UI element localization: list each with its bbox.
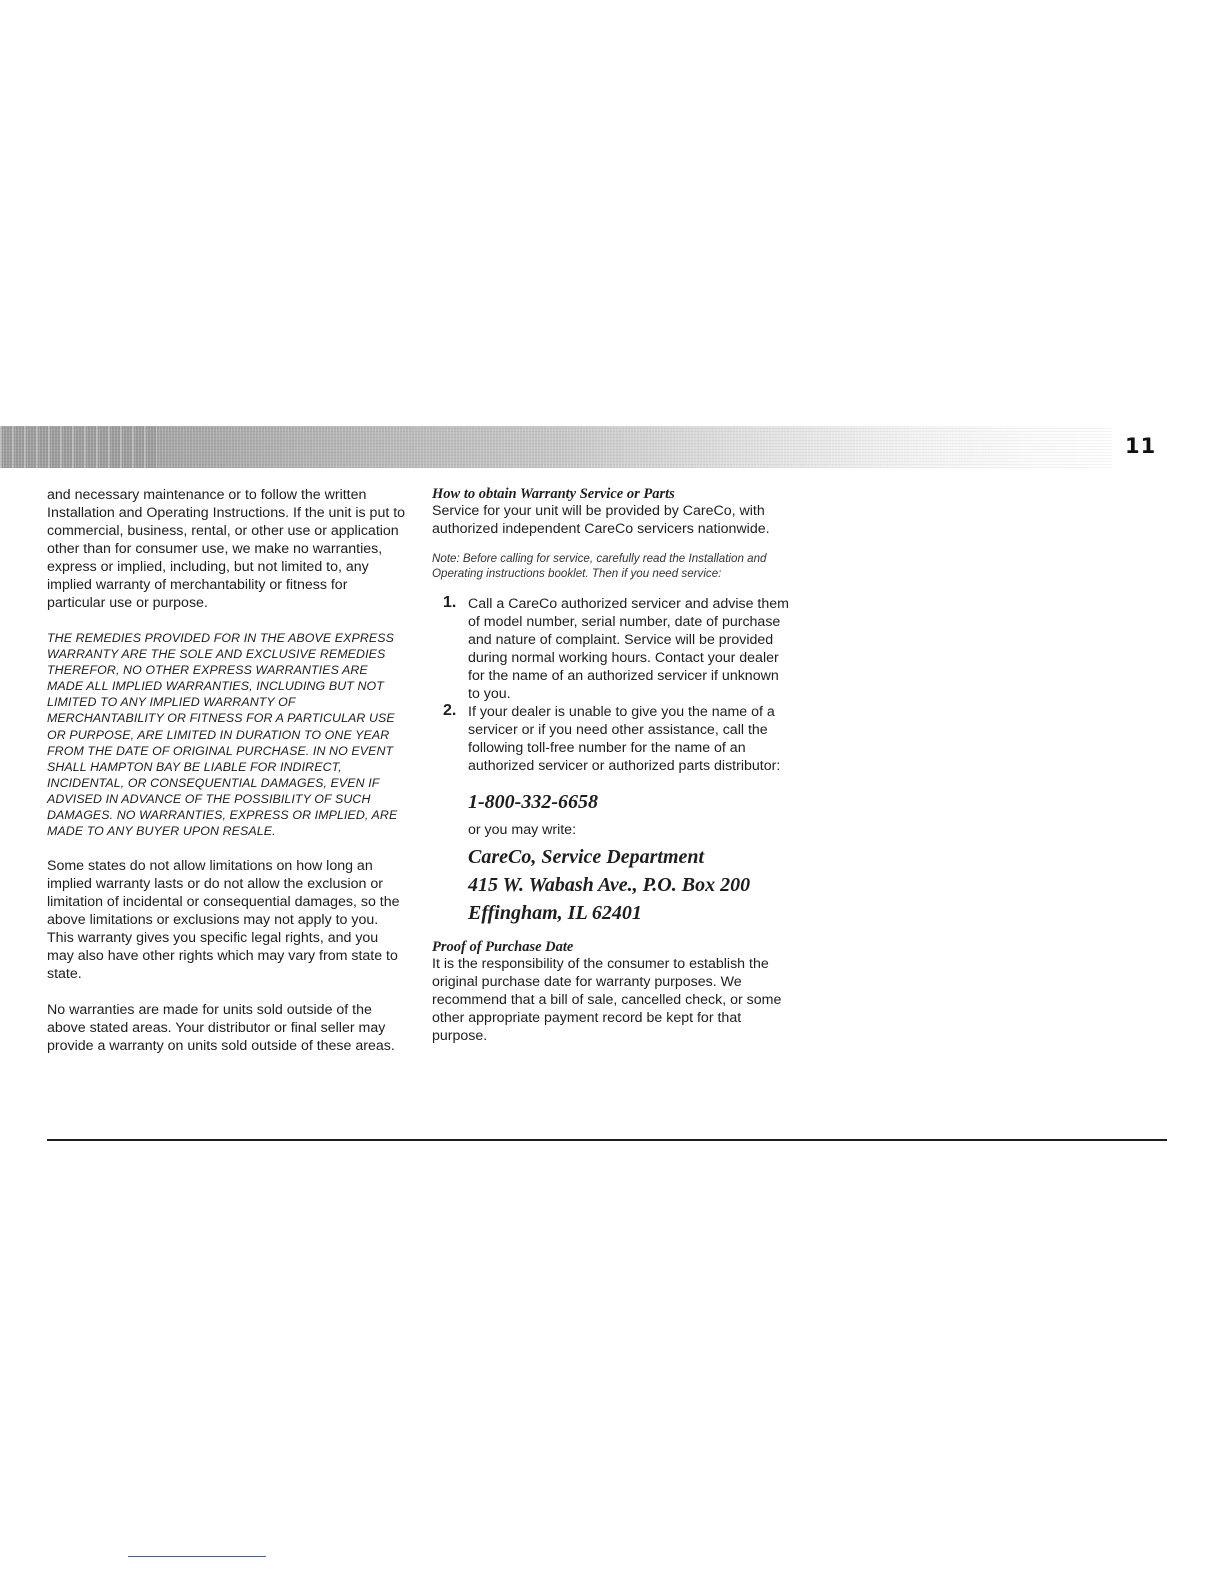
address-line-company: CareCo, Service Department: [468, 846, 705, 869]
mailing-address: [468, 843, 792, 927]
step-number: 2.: [443, 702, 457, 720]
service-note: Note: Before calling for service, carefully read the Installation and Operating instructions booklet. Then if you need service:: [432, 552, 767, 581]
toll-free-phone-number: 1-800-332-6658: [468, 791, 598, 814]
bottom-divider: [47, 1139, 1167, 1141]
header-band-texture: [0, 426, 1112, 468]
right-column: [432, 486, 792, 1045]
address-line-city: Effingham, IL 62401: [468, 902, 642, 925]
header-band: [0, 426, 1112, 468]
warranty-service-heading: How to obtain Warranty Service or Parts: [432, 486, 675, 502]
footnote-link-underline: [128, 1556, 266, 1557]
address-line-street: 415 W. Wabash Ave., P.O. Box 200: [468, 874, 751, 897]
step-text: If your dealer is unable to give you the name of a servicer or if you need other assistance, call the following toll-free number for the name of an authorized servicer or authorized parts distributor:: [468, 704, 781, 775]
proof-of-purchase-heading: Proof of Purchase Date: [432, 939, 574, 956]
state-rights-paragraph: Some states do not allow limitations on how long an implied warranty lasts or do not allow the exclusion or limitation of incidental or consequential damages, so the above limitations or exclusions may not apply to you. This warranty gives you specific legal rights, and you may also have other rights which may vary from state to state.: [47, 858, 400, 983]
write-instruction: or you may write:: [468, 822, 577, 839]
remedies-disclaimer-paragraph: THE REMEDIES PROVIDED FOR IN THE ABOVE EXPRESS WARRANTY ARE THE SOLE AND EXCLUSIVE REMEDIES THEREFOR, NO OTHER EXPRESS WARRANTIES ARE MADE ALL IMPLIED WARRANTIES, INCLUDING BUT NOT LIMITED TO ANY IMPLIED WARRANTY OF MERCHANTABILITY OR FITNESS FOR A PARTICULAR USE OR PURPOSE, ARE LIMITED IN DURATION TO ONE YEAR FROM THE DATE OF ORIGINAL PURCHASE. IN NO EVENT SHALL HAMPTON BAY BE LIABLE FOR INDIRECT, INCIDENTAL, OR CONSEQUENTIAL DAMAGES, EVEN IF ADVISED IN ADVANCE OF THE POSSIBILITY OF SUCH DAMAGES. NO WARRANTIES, EXPRESS OR IMPLIED, ARE MADE TO ANY BUYER UPON RESALE.: [47, 631, 398, 839]
page-number: 11: [1125, 434, 1157, 458]
step-number: 1.: [443, 594, 457, 612]
proof-of-purchase-paragraph: It is the responsibility of the consumer to establish the original purchase date for warranty purposes. We recommend that a bill of sale, cancelled check, or some other appropriate payment record be kept for that purpose.: [432, 956, 782, 1045]
service-step: [432, 595, 792, 703]
left-column: [47, 486, 407, 1055]
warranty-limitations-paragraph: and necessary maintenance or to follow the written Installation and Operating Instructions. If the unit is put to commercial, business, rental, or other use or application other than for consumer use, we make no warranties, express or implied, including, but not limited to, any implied warranty of merchantability or fitness for particular use or purpose.: [47, 487, 406, 611]
service-steps-list: [432, 595, 792, 775]
outside-areas-paragraph: No warranties are made for units sold outside of the above stated areas. Your distributor or final seller may provide a warranty on units sold outside of these areas.: [47, 1002, 395, 1055]
service-intro-paragraph: Service for your unit will be provided by CareCo, with authorized independent CareCo servicers nationwide.: [432, 503, 770, 537]
service-step: [432, 703, 792, 775]
step-text: Call a CareCo authorized servicer and advise them of model number, serial number, date of purchase and nature of complaint. Service will be provided during normal working hours. Contact your dealer for the name of an authorized servicer if unknown to you.: [468, 596, 789, 703]
